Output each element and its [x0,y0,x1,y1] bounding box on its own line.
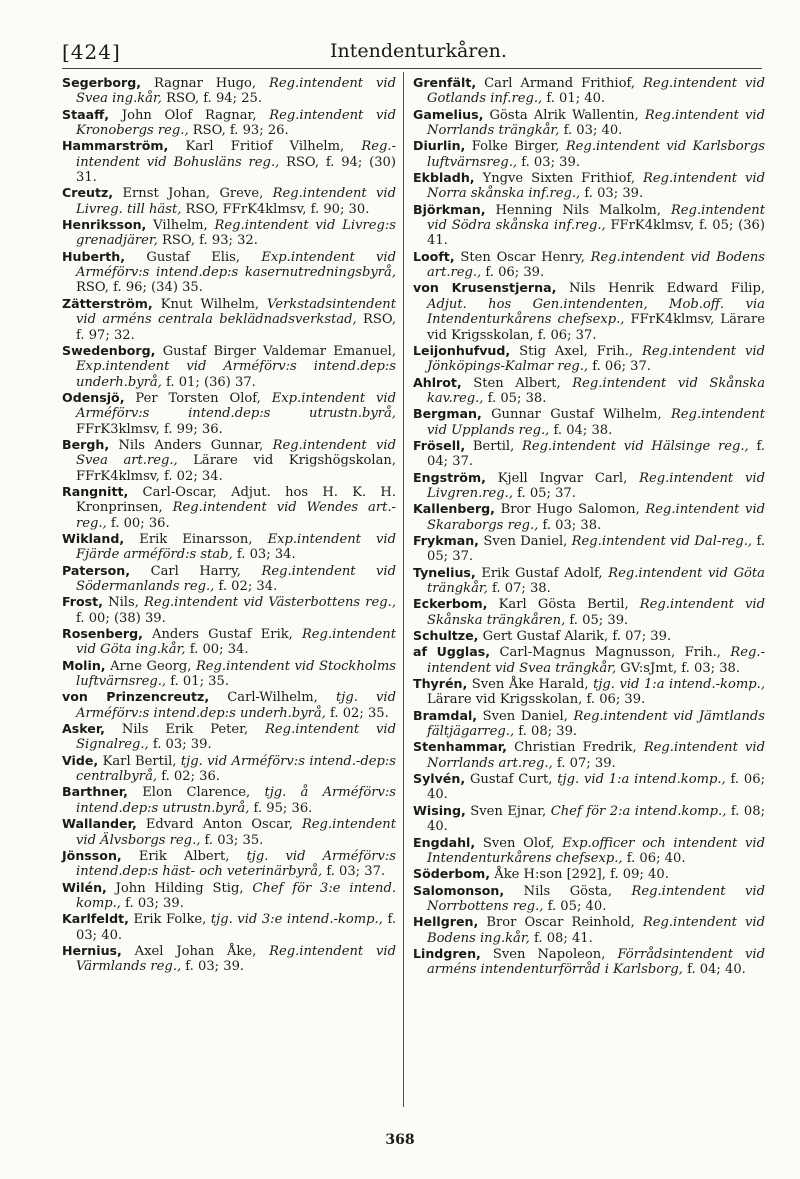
entry-surname: Bergh, [62,436,110,452]
register-entry [413,803,765,835]
entry-position: Reg.intendent vid Bodens ing.kår, [427,915,766,946]
register-entry [413,866,765,882]
entry-position: tjg. vid Arméförv:s intend.dep:s underh.byrå, [76,690,397,721]
entry-details: f. 02; 35. [325,705,389,721]
entry-details: f. 03; 39. [517,154,580,170]
register-entry [413,202,765,249]
entry-given-names: Christian Fredrik, [506,740,644,756]
entry-details: Lärare vid Krigshögskolan, FFrK4klmsv, f. 02; 34. [76,453,396,484]
entry-given-names: Axel Johan Åke, [121,943,270,959]
entry-given-names: Erik Einarsson, [124,531,268,547]
entry-given-names: Edvard Anton Oscar, [136,817,302,833]
entry-given-names: Gert Gustaf Alarik, f. 07; 39. [478,629,672,645]
entry-given-names: Folke Birger, [465,139,566,155]
register-entry [413,280,765,342]
entry-position: Reg.intendent vid Norra skånska inf.reg., [427,171,766,202]
entry-details: f. 05; 39. [565,612,629,628]
entry-given-names: Knut Wilhelm, [152,296,268,312]
entry-position: Reg.intendent vid Jämtlands fältjägarreg., [427,708,765,740]
register-entry [62,296,396,343]
entry-given-names: Ernst Johan, Greve, [113,186,273,202]
entry-details: f. 00; 36. [106,515,170,531]
entry-given-names: Sven Åke Harald, [467,677,594,693]
entry-given-names: Erik Gustaf Adolf, [475,565,609,581]
entry-details: f. 01; 35. [166,674,229,690]
entry-details: f. 00; 34. [185,642,249,658]
entry-given-names: Karl Bertil, [98,753,181,769]
entry-position: Exp.intendent vid Arméförv:s intend.dep:s utrustn.byrå, [76,390,396,422]
entry-surname: Ahlrot, [413,374,462,390]
entry-position: Reg.intendent vid Älvsborgs reg., [76,817,396,848]
page-number: [424] [62,40,121,64]
entry-details: f. 03; 39. [120,895,184,911]
register-entry [413,170,765,202]
entry-surname: Asker, [62,721,105,737]
entry-position: Reg.intendent vid Livreg:s grenadjärer, [76,218,396,249]
entry-position: Reg.intendent vid Gotlands inf.reg., [427,76,766,107]
entry-surname: Odensjö, [62,389,125,405]
register-entry [413,628,765,644]
register-entry [413,249,765,281]
entry-surname: Looft, [413,248,455,264]
entry-given-names: Nils Erik Peter, [104,722,266,738]
register-entry [62,880,396,912]
entry-details: f. 06; 39. [481,265,545,281]
entry-position: Reg.intendent vid Svea art.reg., [76,437,397,469]
entry-surname: Hernius, [62,942,122,958]
entry-surname: Rosenberg, [62,626,143,642]
entry-details: f. 08; 41. [529,930,593,946]
entry-given-names: Yngve Sixten Frithiof, [474,171,643,187]
entry-surname: Salomonson, [413,882,505,898]
register-entry [413,501,765,533]
register-entry [62,75,396,107]
register-entry [413,914,765,946]
entry-details: f. 05; 37. [427,533,765,565]
entry-position: tjg. vid 1:a intend.komp., [557,772,726,788]
entry-given-names: Sven Daniel, [477,708,574,724]
entry-surname: Eckerbom, [413,596,488,612]
entry-given-names: Bror Hugo Salomon, [494,502,646,518]
entry-position: Reg.intendent vid Norrlands trängkår, [427,107,765,139]
entry-surname: Karlfeldt, [62,911,129,927]
entry-surname: Bergman, [413,406,482,422]
entry-position: tjg. å Arméförv:s intend.dep:s utrustn.byrå, [76,785,396,816]
entry-position: Reg.-intendent vid Svea trängkår, [427,645,765,676]
entry-position: Adjut. hos Gen.intendenten, Mob.off. via Intendenturkårens chefsexp., [427,296,765,328]
entry-position: Chef för 3:e intend. komp., [76,880,396,911]
entry-surname: Stenhammar, [413,739,507,755]
entry-details: RSO, FFrK4klmsv, f. 90; 30. [181,201,370,217]
entry-surname: Molin, [62,657,106,673]
entry-position: Exp.intendent vid Fjärde arméförd:s stab, [76,531,396,563]
entry-position: Reg.intendent vid Skånska kav.reg., [427,375,766,406]
entry-given-names: Per Torsten Olof, [124,390,272,406]
right-column [413,75,765,978]
entry-given-names: Bertil, [465,438,522,454]
entry-position: Exp.intendent vid Arméförv:s intend.dep:s kasernutredningsbyrå, [76,249,397,281]
register-entry [62,943,396,975]
entry-surname: von Krusenstjerna, [413,280,557,296]
entry-surname: Frykman, [413,532,479,548]
entry-surname: Sylvén, [413,771,466,787]
entry-given-names: Sven Daniel, [478,533,572,549]
entry-given-names: Stig Axel, Frih., [510,343,643,359]
register-entry [62,107,396,139]
entry-details: f. 06; 37. [588,359,651,375]
entry-position: Reg.intendent vid Upplands reg., [427,407,765,438]
entry-surname: Hellgren, [413,914,479,930]
register-entry [413,708,765,740]
entry-surname: Creutz, [62,185,114,201]
entry-details: Lärare vid Krigsskolan, f. 06; 39. [427,692,646,708]
entry-position: Reg.intendent vid Skaraborgs reg., [427,502,766,533]
entry-details: f. 04; 38. [549,422,613,438]
entry-position: Reg.intendent vid Göta ing.kår, [76,627,396,658]
register-entry [62,217,396,249]
entry-details: f. 06; 40. [622,850,686,866]
entry-surname: Henriksson, [62,217,147,233]
entry-details: f. 02; 36. [157,769,220,785]
entry-position: Exp.intendent vid Arméförv:s intend.dep:s underh.byrå, [76,359,396,390]
entry-details: f. 95; 36. [249,800,313,816]
register-entry [62,784,396,816]
register-entry [62,138,396,185]
entry-given-names: Carl-Magnus Magnusson, Frih., [490,645,731,661]
entry-details: f. 08; 39. [514,724,578,740]
register-entry [413,75,765,107]
entry-surname: Tynelius, [413,564,476,580]
entry-surname: Frost, [62,594,103,610]
entry-given-names: Carl Harry, [130,563,262,579]
entry-given-names: Arne Georg, [105,658,196,674]
register-entry [413,470,765,502]
entry-given-names: Nils Henrik Edward Filip, [556,281,765,297]
entry-position: Reg.intendent vid Västerbottens reg., [144,595,396,611]
register-entry [62,626,396,658]
header-rule [62,68,762,69]
register-entry [413,565,765,597]
entry-details: f. 04; 40. [682,962,746,978]
entry-details: f. 05; 40. [543,898,607,914]
entry-given-names: Gustaf Elis, [125,249,262,265]
entry-position: Förrådsintendent vid arméns intendenturförråd i Karlsborg, [427,946,766,978]
entry-details: f. 00; (38) 39. [76,610,166,626]
register-entry [62,816,396,848]
register-entry [62,911,396,943]
register-entry [413,946,765,978]
entry-surname: Engdahl, [413,834,476,850]
entry-surname: Bramdal, [413,707,478,723]
entry-surname: Wilén, [62,879,107,895]
entry-surname: Vide, [62,752,99,768]
register-entry [62,185,396,217]
entry-position: Reg.intendent vid Karlsborgs luftvärnsreg., [427,139,765,170]
entry-position: tjg. vid Arméförv:s intend.dep:s häst- och veterinärbyrå, [76,848,396,880]
entry-position: tjg. vid 1:a intend.-komp., [593,677,765,693]
register-entry [62,563,396,595]
register-entry [62,343,396,390]
entry-surname: Staaff, [62,106,110,122]
register-entry [62,689,396,721]
entry-details: FFrK3klmsv, f. 99; 36. [76,421,223,437]
entry-details: GV:sJmt, f. 03; 38. [616,660,741,676]
entry-given-names: John Hilding Stig, [106,880,253,896]
entry-details: f. 04; 37. [427,438,765,470]
entry-details: FFrK4klmsv, f. 05; (36) 41. [427,218,766,249]
entry-surname: Paterson, [62,562,131,578]
entry-details: f. 03; 39. [148,737,212,753]
entry-position: Reg.intendent vid Södermanlands reg., [76,563,396,594]
entry-details: f. 03; 40. [76,912,396,943]
entry-given-names: Nils Gösta, [504,883,632,899]
entry-details: f. 03; 37. [322,864,386,880]
register-entry [413,835,765,867]
entry-details: f. 05; 38. [483,390,547,406]
register-entry [413,438,765,470]
entry-given-names: Erik Folke, [128,912,211,928]
register-entry [413,138,765,170]
entry-given-names: Carl-Oscar, Adjut. hos H. K. H. Kronprinsen, [76,484,396,516]
entry-surname: Frösell, [413,437,466,453]
register-entry [62,437,396,484]
entry-given-names: Carl-Wilhelm, [209,690,336,706]
entry-given-names: Carl Armand Frithiof, [476,76,643,91]
entry-given-names: Ragnar Hugo, [141,76,270,91]
entry-given-names: Bror Oscar Reinhold, [478,915,643,931]
entry-given-names: Erik Albert, [121,848,247,864]
entry-given-names: Vilhelm, [146,218,215,234]
entry-details: f. 07; 39. [552,755,616,771]
entry-position: Chef för 2:a intend.komp., [550,803,727,819]
register-entry [413,533,765,565]
entry-given-names: Åke H:son [292], f. 09; 40. [490,867,669,883]
entry-given-names: Karl Fritiof Vilhelm, [168,139,362,155]
entry-surname: Diurlin, [413,138,466,154]
entry-surname: Thyrén, [413,676,468,692]
entry-surname: Kallenberg, [413,501,495,517]
register-entry [62,484,396,531]
entry-position: Reg.intendent vid Bodens art.reg., [427,249,765,281]
entry-given-names: Henning Nils Malkolm, [485,202,671,218]
entry-position: Exp.officer och intendent vid Intendenturkårens chefsexp., [427,835,765,866]
entry-details: f. 06; 40. [427,772,765,803]
register-entry [62,249,396,296]
entry-details: f. 03; 40. [559,123,623,139]
entry-surname: Barthner, [62,784,128,800]
entry-surname: Björkman, [413,201,486,217]
register-entry [413,375,765,407]
entry-details: f. 01; (36) 37. [161,374,256,390]
entry-surname: Rangnitt, [62,483,129,499]
entry-given-names: Gustaf Birger Valdemar Emanuel, [155,343,396,359]
register-entry [413,343,765,375]
entry-surname: Wikland, [62,530,125,546]
entry-position: Reg.intendent vid Stockholms luftvärnsreg., [76,658,397,690]
running-head: Intendenturkåren. [330,40,507,62]
entry-details: f. 07; 38. [487,581,551,596]
entry-details: RSO, f. 94; (30) 31. [76,154,396,186]
entry-position: Reg.intendent vid Värmlands reg., [76,943,397,975]
column-divider [403,72,404,1107]
entry-details: f. 05; 37. [512,485,576,501]
entry-position: Reg.intendent vid Göta trängkår, [427,565,765,596]
entry-details: f. 01; 40. [542,91,606,107]
entry-surname: Leijonhufvud, [413,342,511,358]
entry-position: Reg.intendent vid Skånska trängkåren, [427,597,765,628]
entry-given-names: Nils, [102,595,145,611]
left-column [62,75,396,975]
entry-surname: Wallander, [62,816,137,832]
entry-surname: Engström, [413,469,486,485]
register-entry [413,739,765,771]
entry-position: Reg.intendent vid Signalreg., [76,722,396,753]
entry-details: RSO, f. 94; 25. [161,91,263,107]
entry-details: RSO, f. 97; 32. [76,312,396,343]
register-entry [413,107,765,139]
entry-given-names: Anders Gustaf Erik, [142,627,302,643]
entry-given-names: Gunnar Gustaf Wilhelm, [481,407,671,423]
entry-position: tjg. vid Arméförv:s intend.-dep:s centralbyrå, [76,753,396,785]
entry-details: RSO, f. 96; (34) 35. [76,280,203,296]
register-entry [62,594,396,626]
register-entry [62,658,396,690]
entry-surname: Grenfält, [413,75,477,90]
entry-surname: Wising, [413,802,466,818]
entry-surname: Segerborg, [62,75,142,90]
entry-details: f. 08; 40. [427,803,765,835]
entry-details: RSO, f. 93; 26. [188,123,289,139]
entry-given-names: Sven Olof, [475,835,563,851]
entry-surname: von Prinzencreutz, [62,689,210,705]
register-entry [62,390,396,437]
entry-details: FFrK4klmsv, Lärare vid Krigsskolan, f. 06; 37. [427,312,765,343]
folio-number: 368 [385,1132,415,1148]
register-entry [62,753,396,785]
entry-position: Reg.intendent vid Wendes art.-reg., [76,500,396,531]
entry-given-names: Gustaf Curt, [465,772,558,788]
entry-surname: Swedenborg, [62,342,156,358]
entry-given-names: John Olof Ragnar, [109,107,270,123]
entry-position: Reg.intendent vid Livgren.reg., [427,470,766,501]
entry-position: Reg.intendent vid Södra skånska inf.reg., [427,202,765,234]
register-entry [413,596,765,628]
entry-surname: Lindgren, [413,945,481,961]
entry-details: f. 03; 35. [200,832,264,848]
entry-position: Reg.-intendent vid Bohusläns reg., [76,139,396,170]
register-entry [62,721,396,753]
entry-given-names: Sten Albert, [461,375,573,391]
register-entry [62,531,396,563]
entry-details: f. 03; 34. [232,547,296,563]
entry-given-names: Sven Napoleon, [480,946,618,962]
register-entry [413,883,765,915]
entry-given-names: Elon Clarence, [127,785,265,801]
entry-position: Verkstadsintendent vid arméns centrala beklädnadsverkstad, [76,296,396,328]
entry-position: Reg.intendent vid Livreg. till häst, [76,186,396,217]
entry-position: Reg.intendent vid Dal-reg., [571,533,753,549]
entry-position: Reg.intendent vid Jönköpings-Kalmar reg., [427,343,765,375]
entry-surname: Huberth, [62,248,126,264]
entry-position: Reg.intendent vid Norrbottens reg., [427,883,765,914]
entry-details: f. 03; 38. [538,517,602,533]
entry-surname: Schultze, [413,628,479,644]
entry-position: Reg.intendent vid Kronobergs reg., [76,107,396,139]
entry-surname: Gamelius, [413,106,484,122]
entry-position: tjg. vid 3:e intend.-komp., [210,912,383,928]
entry-surname: af Ugglas, [413,644,491,660]
entry-position: Reg.intendent vid Svea ing.kår, [76,76,396,107]
entry-surname: Söderbom, [413,866,491,882]
entry-position: Reg.intendent vid Hälsinge reg., [521,438,749,454]
entry-details: f. 03; 39. [181,959,245,975]
entry-surname: Zätterström, [62,295,153,311]
entry-given-names: Sven Ejnar, [465,803,551,819]
register-entry [413,406,765,438]
register-entry [62,848,396,880]
entry-details: f. 03; 39. [580,186,644,202]
register-entry [413,771,765,803]
entry-details: f. 02; 34. [214,579,278,594]
register-entry [413,644,765,676]
entry-given-names: Gösta Alrik Wallentin, [483,107,645,123]
entry-given-names: Sten Oscar Henry, [454,249,591,265]
entry-surname: Jönsson, [62,847,122,863]
entry-position: Reg.intendent vid Norrlands art.reg., [427,740,765,771]
entry-given-names: Kjell Ingvar Carl, [485,470,640,486]
entry-surname: Hammarström, [62,138,169,154]
entry-given-names: Karl Gösta Bertil, [487,597,640,613]
entry-surname: Ekbladh, [413,170,475,186]
entry-given-names: Nils Anders Gunnar, [109,437,273,453]
register-entry [413,676,765,708]
entry-details: RSO, f. 93; 32. [157,233,258,249]
